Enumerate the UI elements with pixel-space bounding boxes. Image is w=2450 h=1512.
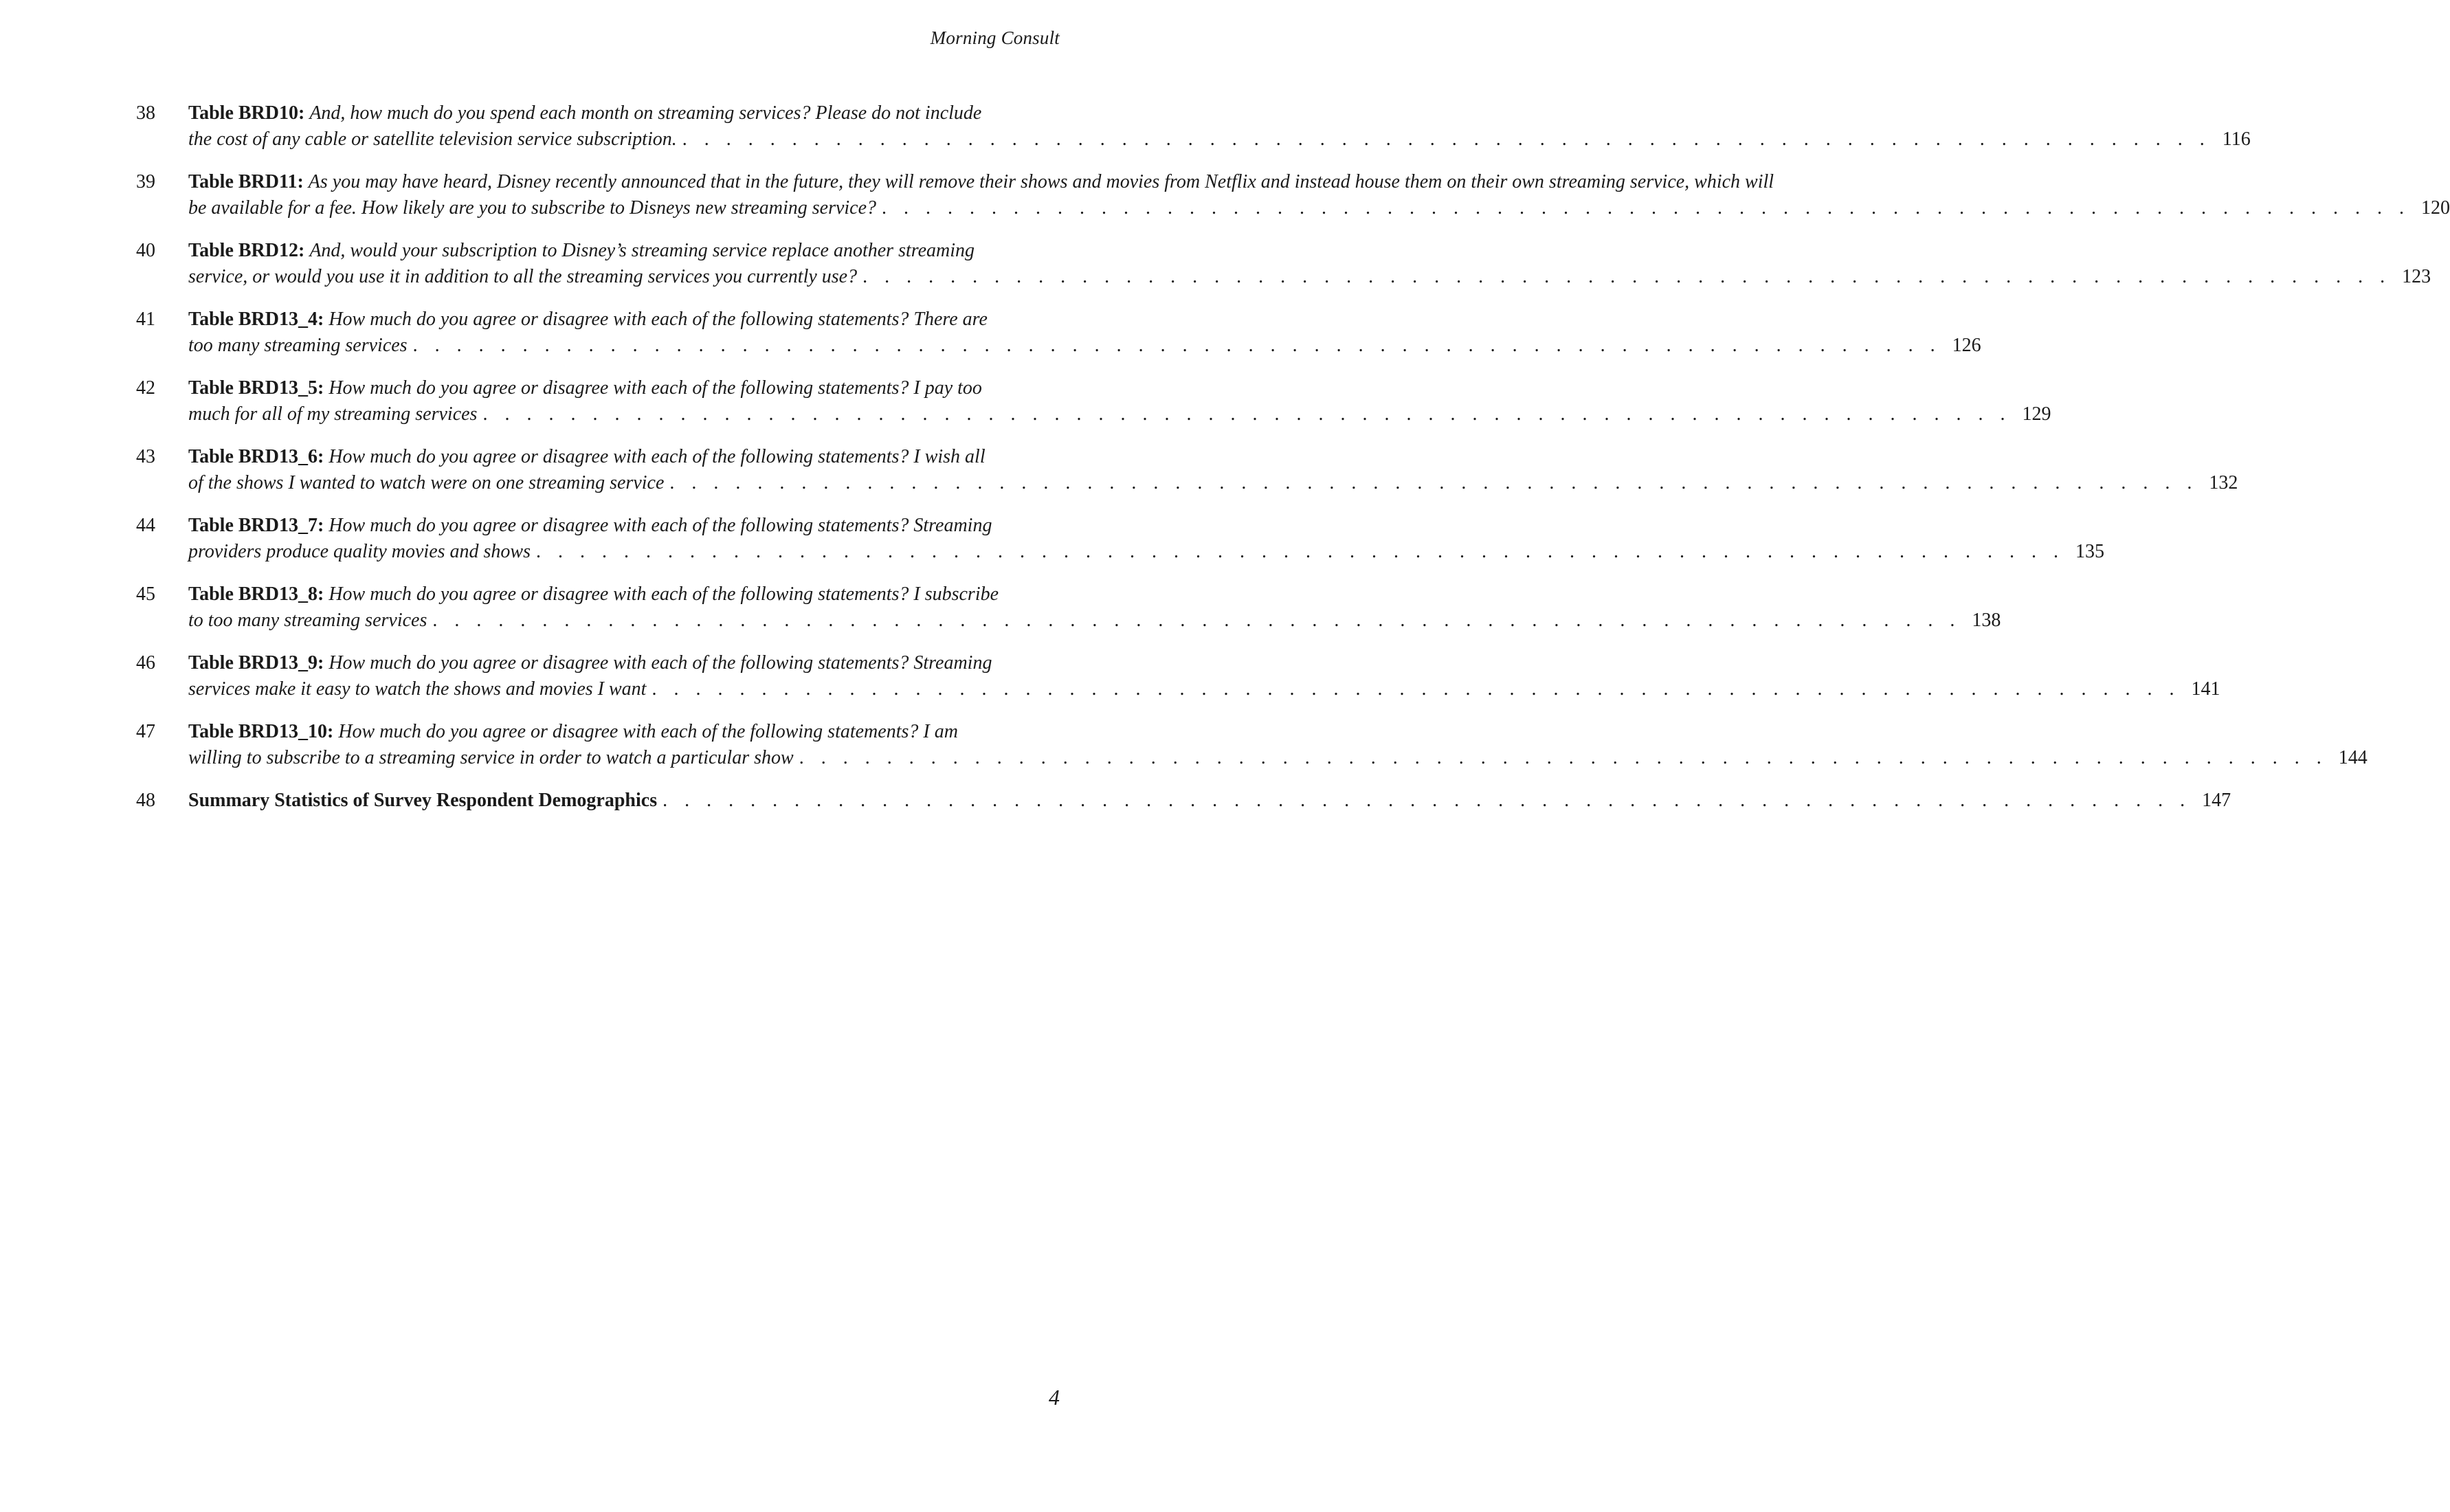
toc-entry-question-end: to too many streaming services <box>188 609 427 631</box>
toc-entry-label: Summary Statistics of Survey Respondent Demographics <box>188 790 658 811</box>
toc-entry-number: 48 <box>136 790 155 811</box>
toc-entry-page[interactable]: 126 <box>1952 334 1981 356</box>
toc-entry-page[interactable]: 141 <box>2191 678 2220 700</box>
toc-entry-label: Table BRD13_9: <box>188 652 324 674</box>
toc-entry-label: Table BRD13_8: <box>188 583 324 605</box>
toc-entry[interactable] <box>136 100 2251 152</box>
toc-entry-question: How much do you agree or disagree with each of the following statements? Streaming <box>328 652 992 674</box>
toc-entry-question-end: much for all of my streaming services <box>188 403 478 425</box>
toc-entry-label: Table BRD13_6: <box>188 446 324 467</box>
toc-entry-question-end: services make it easy to watch the shows and movies I want <box>188 678 647 700</box>
toc-entry-label: Table BRD13_7: <box>188 515 324 536</box>
toc-entry-label: Table BRD10: <box>188 102 305 124</box>
toc-entry-number: 39 <box>136 171 155 192</box>
dot-leader: . . . . . . . . . . . . . . . . . . . . . . . . . . . . . . . . . . . . . . . . . . . . . . . . . . . . . . . . . . . . . . . . . . . . . . <box>652 678 2181 700</box>
toc-entry[interactable] <box>136 581 2001 633</box>
dot-leader: . . . . . . . . . . . . . . . . . . . . . . . . . . . . . . . . . . . . . . . . . . . . . . . . . . . . . . . . . . . . . . . . . . . . . . <box>412 334 1941 356</box>
dot-leader: . . . . . . . . . . . . . . . . . . . . . . . . . . . . . . . . . . . . . . . . . . . . . . . . . . . . . . . . . . . . . . . . . . . . . . <box>535 540 2064 562</box>
toc-entry-page[interactable]: 123 <box>2402 265 2431 287</box>
toc-entry-question: How much do you agree or disagree with each of the following statements? There are <box>328 309 988 330</box>
toc-entry-question: How much do you agree or disagree with each of the following statements? I am <box>338 721 958 742</box>
toc-entry-page[interactable]: 132 <box>2209 471 2238 493</box>
toc-entry[interactable] <box>136 375 2051 427</box>
toc-entry-number: 38 <box>136 102 155 124</box>
toc-entry-question-end: of the shows I wanted to watch were on one streaming service <box>188 471 665 493</box>
toc-entry-number: 40 <box>136 240 155 261</box>
toc-entry-label: Table BRD13_4: <box>188 309 324 330</box>
toc-entry[interactable] <box>136 788 2231 814</box>
toc-entry-page[interactable]: 116 <box>2222 128 2251 150</box>
toc-entry-page[interactable]: 144 <box>2338 746 2368 768</box>
dot-leader: . . . . . . . . . . . . . . . . . . . . . . . . . . . . . . . . . . . . . . . . . . . . . . . . . . . . . . . . . . . . . . . . . . . . . . <box>482 403 2012 425</box>
dot-leader: . . . . . . . . . . . . . . . . . . . . . . . . . . . . . . . . . . . . . . . . . . . . . . . . . . . . . . . . . . . . . . . . . . . . . . <box>799 746 2328 768</box>
toc-entry-question: How much do you agree or disagree with each of the following statements? I wish all <box>328 446 985 467</box>
toc-entry-question: How much do you agree or disagree with each of the following statements? Streaming <box>328 515 992 536</box>
toc-entry[interactable] <box>136 719 2368 770</box>
toc-entry-question: And, would your subscription to Disney’s streaming service replace another streaming <box>309 240 975 261</box>
toc-entry-page[interactable]: 138 <box>1972 609 2001 631</box>
toc-entry-label: Table BRD13_5: <box>188 377 324 399</box>
toc-entry-question-end: providers produce quality movies and shows <box>188 540 531 562</box>
toc-entry-number: 45 <box>136 583 155 605</box>
toc-entry-number: 47 <box>136 721 155 742</box>
toc-entry-number: 44 <box>136 515 155 536</box>
table-of-contents <box>136 100 2450 831</box>
toc-entry-number: 43 <box>136 446 155 467</box>
toc-entry[interactable] <box>136 169 2450 221</box>
toc-entry-question-end: be available for a fee. How likely are you to subscribe to Disneys new streaming service? <box>188 197 877 219</box>
toc-entry[interactable] <box>136 238 2431 289</box>
dot-leader: . . . . . . . . . . . . . . . . . . . . . . . . . . . . . . . . . . . . . . . . . . . . . . . . . . . . . . . . . . . . . . . . . . . . . . <box>669 471 2198 493</box>
toc-entry[interactable] <box>136 307 1981 358</box>
toc-entry-page[interactable]: 120 <box>2421 197 2450 219</box>
dot-leader: . . . . . . . . . . . . . . . . . . . . . . . . . . . . . . . . . . . . . . . . . . . . . . . . . . . . . . . . . . . . . . . . . . . . . . <box>682 128 2211 150</box>
toc-entry[interactable] <box>136 513 2104 564</box>
toc-entry-label: Table BRD13_10: <box>188 721 334 742</box>
toc-entry-number: 46 <box>136 652 155 674</box>
toc-entry-question-end: the cost of any cable or satellite television service subscription. <box>188 128 677 150</box>
toc-entry-question-end: too many streaming services <box>188 334 408 356</box>
dot-leader: . . . . . . . . . . . . . . . . . . . . . . . . . . . . . . . . . . . . . . . . . . . . . . . . . . . . . . . . . . . . . . . . . . . . . . <box>882 197 2411 219</box>
toc-entry-question: And, how much do you spend each month on streaming services? Please do not include <box>309 102 982 124</box>
toc-entry-question: How much do you agree or disagree with each of the following statements? I subscribe <box>328 583 999 605</box>
toc-entry-question: How much do you agree or disagree with each of the following statements? I pay too <box>328 377 982 399</box>
toc-entry-question: As you may have heard, Disney recently announced that in the future, they will remove their shows and movies from Netflix and instead house them on their own streaming service, which will <box>308 171 1774 192</box>
toc-entry-question-end: willing to subscribe to a streaming service in order to watch a particular show <box>188 746 794 768</box>
dot-leader: . . . . . . . . . . . . . . . . . . . . . . . . . . . . . . . . . . . . . . . . . . . . . . . . . . . . . . . . . . . . . . . . . . . . . . <box>662 790 2192 811</box>
toc-entry-number: 42 <box>136 377 155 399</box>
toc-entry-page[interactable]: 129 <box>2022 403 2051 425</box>
toc-entry-number: 41 <box>136 309 155 330</box>
toc-entry[interactable] <box>136 650 2220 702</box>
toc-entry-question-end: service, or would you use it in addition to all the streaming services you currently use? <box>188 265 858 287</box>
running-header: Morning Consult <box>930 27 1060 48</box>
toc-entry-page[interactable]: 147 <box>2202 790 2231 811</box>
dot-leader: . . . . . . . . . . . . . . . . . . . . . . . . . . . . . . . . . . . . . . . . . . . . . . . . . . . . . . . . . . . . . . . . . . . . . . <box>432 609 1961 631</box>
page-number: 4 <box>1049 1385 1060 1410</box>
toc-entry-page[interactable]: 135 <box>2075 540 2104 562</box>
toc-entry-label: Table BRD11: <box>188 171 304 192</box>
toc-entry-label: Table BRD12: <box>188 240 305 261</box>
toc-entry[interactable] <box>136 444 2238 496</box>
dot-leader: . . . . . . . . . . . . . . . . . . . . . . . . . . . . . . . . . . . . . . . . . . . . . . . . . . . . . . . . . . . . . . . . . . . . . . <box>862 265 2392 287</box>
